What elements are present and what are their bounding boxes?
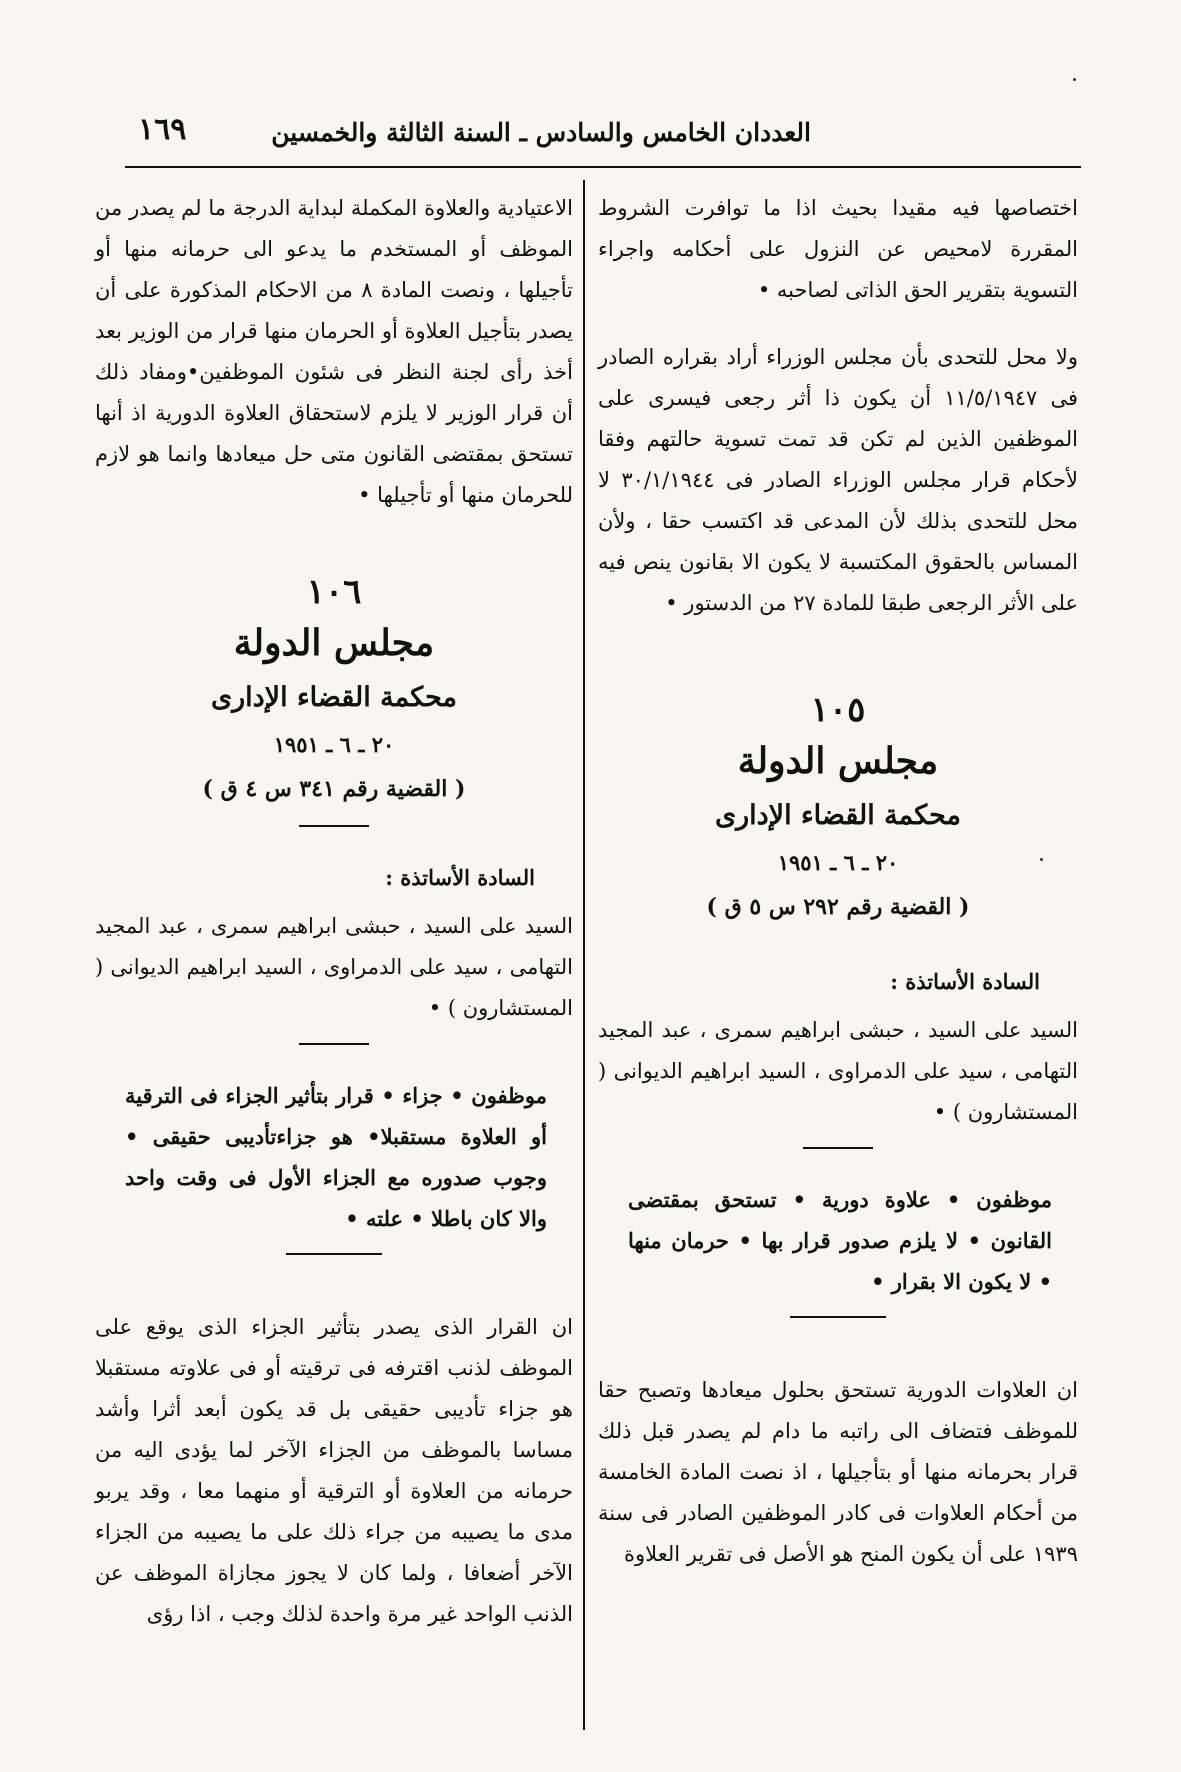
judges-list: السيد على السيد ، حبشى ابراهيم سمرى ، عبد المجيد التهامى ، سيد على الدمراوى ، السيد ابراهيم الديوانى ( المستشارون ) •: [95, 914, 573, 1020]
case-summary: موظفون • جزاء • قرار بتأثير الجزاء فى الترقية أو العلاوة مستقبلا• هو جزاءتأديبى حقيقى • وجوب صدوره مع الجزاء الأول فى وقت واحد والا كان باطلا • علته •: [125, 1083, 547, 1231]
section-rule: [299, 825, 369, 827]
column-divider: [583, 180, 585, 1730]
case-reference: ( القضية رقم ٢٩٢ س ٥ ق ): [706, 894, 970, 920]
judges-list: السيد على السيد ، حبشى ابراهيم سمرى ، عبد المجيد التهامى ، سيد على الدمراوى ، السيد ابراهيم الديوانى ( المستشارون ) •: [598, 1018, 1078, 1124]
paragraph: اختصاصها فيه مقيدا بحيث اذا ما توافرت الشروط المقررة لامحيص عن النزول على أحكامه واجراء التسوية بتقرير الحق الذاتى لصاحبه •: [598, 196, 1078, 302]
left-column: [95, 188, 573, 1635]
case-summary: موظفون • علاوة دورية • تستحق بمقتضى القانون • لا يلزم صدور قرار بها • حرمان منها • لا يكون الا بقرار •: [628, 1187, 1052, 1294]
page-header: [120, 108, 1071, 164]
scan-speck: [1040, 858, 1043, 861]
section-rule: [803, 1147, 873, 1149]
case-number: ١٠٦: [306, 572, 362, 612]
case-body: ان القرار الذى يصدر بتأثير الجزاء الذى يوقع على الموظف لذنب اقترفه فى ترقيته أو فى علاوته مستقبلا هو جزاء تأديبى حقيقى بل قد يكون أبعد أثرا وأشد مساسا بالموظف من الجزاء الآخر لما يؤدى اليه من حرمانه من العلاوة أو الترقية أو منهما معا ، وقد يربو مدى ما يصيبه من جراء ذلك على ما يصيبه من الجزاء الآخر أضعافا ، ولما كان لا يجوز مجازاة الموظف عن الذنب الواحد غير مرة واحدة لذلك وجب ، اذا رؤى: [95, 1315, 573, 1626]
case-reference: ( القضية رقم ٣٤١ س ٤ ق ): [202, 776, 466, 802]
ruling-date: ٢٠ ـ ٦ ـ ١٩٥١: [273, 732, 395, 757]
right-column: [598, 188, 1078, 1575]
case-body: ان العلاوات الدورية تستحق بحلول ميعادها وتصبح حقا للموظف فتضاف الى راتبه ما دام لم يصدر قبل ذلك قرار بحرمانه منها أو بتأجيلها ، اذ نصت المادة الخامسة من أحكام العلاوات فى كادر الموظفين الصادر فى سنة ١٩٣٩ على أن يكون المنح هو الأصل فى تقرير العلاوة: [598, 1378, 1078, 1566]
council-heading: مجلس الدولة: [737, 740, 939, 782]
paragraph: الاعتيادية والعلاوة المكملة لبداية الدرجة ما لم يصدر من الموظف أو المستخدم ما يدعو الى حرمانه منها أو تأجيلها ، ونصت المادة ٨ من الاحكام المذكورة على أن يصدر بتأجيل العلاوة أو الحرمان منها قرار من الوزير بعد أخذ رأى لجنة النظر فى شئون الموظفين•ومفاد ذلك أن قرار الوزير لا يلزم لاستحقاق العلاوة الدورية اذ أنها تستحق بمقتضى القانون متى حل ميعادها وانما هو لازم للحرمان منها أو تأجيلها •: [95, 196, 574, 507]
journal-issue-title: العددان الخامس والسادس ـ السنة الثالثة والخمسين: [271, 118, 811, 147]
court-heading: محكمة القضاء الإدارى: [714, 800, 961, 831]
ruling-date: ٢٠ ـ ٦ ـ ١٩٥١: [777, 850, 899, 875]
section-rule: [299, 1043, 369, 1045]
council-heading: مجلس الدولة: [233, 622, 435, 664]
page-number: ١٦٩: [138, 112, 187, 147]
judges-label: السادة الأساتذة :: [890, 969, 1040, 994]
header-rule: [125, 166, 1081, 168]
court-heading: محكمة القضاء الإدارى: [210, 682, 457, 713]
section-rule: [790, 1316, 886, 1318]
scan-speck: [1073, 78, 1076, 81]
paragraph: ولا محل للتحدى بأن مجلس الوزراء أراد بقراره الصادر فى ١١/٥/١٩٤٧ أن يكون ذا أثر رجعى فيسرى على الموظفين الذين لم تكن قد تمت تسوية حالتهم وفقا لأحكام قرار مجلس الوزراء الصادر فى ٣٠/١/١٩٤٤ لا محل للتحدى بذلك لأن المدعى قد اكتسب حقا ، ولأن المساس بالحقوق المكتسبة لا يكون الا بقانون ينص فيه على الأثر الرجعى طبقا للمادة ٢٧ من الدستور •: [598, 345, 1079, 615]
judges-label: السادة الأساتذة :: [385, 865, 535, 890]
case-number: ١٠٥: [810, 690, 866, 730]
section-rule: [286, 1253, 382, 1255]
